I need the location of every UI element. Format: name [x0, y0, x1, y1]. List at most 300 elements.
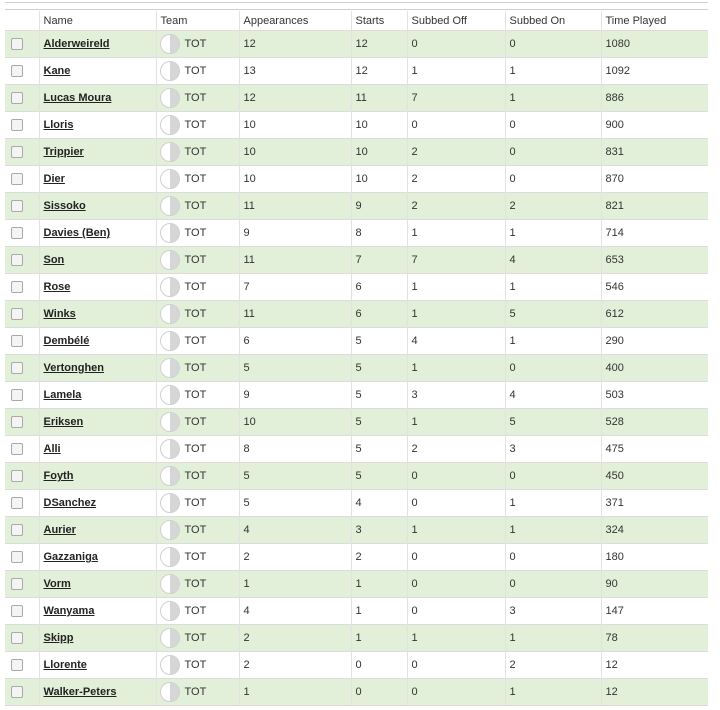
row-select-checkbox[interactable]	[11, 173, 23, 185]
cell-starts: 5	[351, 355, 407, 382]
table-row	[5, 598, 708, 625]
cell-appearances: 11	[239, 247, 351, 274]
cell-appearances: 7	[239, 274, 351, 301]
cell-team	[156, 544, 239, 571]
cell-time-played: 180	[601, 544, 708, 571]
table-row	[5, 436, 708, 463]
cell-team	[156, 139, 239, 166]
table-row	[5, 463, 708, 490]
table-row	[5, 139, 708, 166]
cell-subbed-off: 0	[407, 463, 505, 490]
cell-subbed-on: 4	[505, 382, 601, 409]
player-name-link[interactable]: Winks	[43, 308, 76, 320]
team-code: TOT	[184, 443, 207, 455]
player-name-link[interactable]: Sissoko	[43, 200, 86, 212]
cell-subbed-off: 1	[407, 58, 505, 85]
cell-subbed-on: 3	[505, 598, 601, 625]
cell-select	[5, 679, 39, 706]
column-header-select	[5, 11, 39, 31]
row-select-checkbox[interactable]	[11, 146, 23, 158]
player-name-link[interactable]: Vertonghen	[43, 362, 105, 374]
table-row	[5, 166, 708, 193]
player-name-link[interactable]: Walker-Peters	[43, 686, 117, 698]
cell-subbed-on: 1	[505, 85, 601, 112]
column-header-subbed-off[interactable]: Subbed Off	[407, 11, 505, 31]
row-select-checkbox[interactable]	[11, 362, 23, 374]
row-select-checkbox[interactable]	[11, 524, 23, 536]
player-name-link[interactable]: Dembélé	[43, 335, 90, 347]
cell-subbed-off: 0	[407, 544, 505, 571]
column-header-time-played[interactable]: Time Played	[605, 14, 667, 27]
cell-name	[39, 436, 156, 463]
cell-time-played: 900	[601, 112, 708, 139]
cell-team	[156, 220, 239, 247]
row-select-checkbox[interactable]	[11, 200, 23, 212]
cell-select	[5, 355, 39, 382]
team-code: TOT	[184, 551, 207, 563]
player-name-link[interactable]: Lamela	[43, 389, 82, 401]
player-name-link[interactable]: Lloris	[43, 119, 74, 131]
table-row	[5, 679, 708, 706]
cell-team	[156, 652, 239, 679]
club-crest-icon	[160, 628, 180, 648]
club-crest-icon	[160, 88, 180, 108]
cell-starts: 12	[351, 58, 407, 85]
cell-subbed-on: 0	[505, 166, 601, 193]
cell-subbed-on: 2	[505, 193, 601, 220]
team-code: TOT	[184, 281, 207, 293]
cell-team	[156, 571, 239, 598]
club-crest-icon	[160, 574, 180, 594]
cell-subbed-off: 7	[407, 247, 505, 274]
cell-name	[39, 31, 156, 58]
cell-team	[156, 382, 239, 409]
cell-subbed-off: 2	[407, 436, 505, 463]
table-row	[5, 544, 708, 571]
team-code: TOT	[184, 470, 207, 482]
cell-subbed-on: 0	[505, 544, 601, 571]
row-select-checkbox[interactable]	[11, 389, 23, 401]
cell-subbed-on: 1	[505, 490, 601, 517]
cell-team	[156, 436, 239, 463]
team-code: TOT	[184, 92, 207, 104]
cell-team	[156, 598, 239, 625]
cell-subbed-on: 0	[505, 112, 601, 139]
cell-starts: 6	[351, 301, 407, 328]
player-stats-table	[5, 11, 708, 706]
row-select-checkbox[interactable]	[11, 65, 23, 77]
cell-time-played: 821	[601, 193, 708, 220]
club-crest-icon	[160, 655, 180, 675]
cell-select	[5, 193, 39, 220]
cell-subbed-off: 0	[407, 112, 505, 139]
player-name-link[interactable]: DSanchez	[43, 497, 97, 509]
cell-subbed-on: 0	[505, 31, 601, 58]
club-crest-icon	[160, 223, 180, 243]
club-crest-icon	[160, 682, 180, 702]
row-select-checkbox[interactable]	[11, 551, 23, 563]
row-select-checkbox[interactable]	[11, 497, 23, 509]
cell-appearances: 12	[239, 31, 351, 58]
cell-team	[156, 31, 239, 58]
player-name-link[interactable]: Kane	[43, 65, 71, 77]
team-code: TOT	[184, 200, 207, 212]
table-row	[5, 58, 708, 85]
cell-appearances: 1	[239, 679, 351, 706]
club-crest-icon	[160, 142, 180, 162]
club-crest-icon	[160, 115, 180, 135]
cell-name	[39, 463, 156, 490]
player-name-link[interactable]: Davies (Ben)	[43, 227, 111, 239]
team-code: TOT	[184, 227, 207, 239]
cell-starts: 5	[351, 409, 407, 436]
table-row	[5, 490, 708, 517]
cell-team	[156, 247, 239, 274]
cell-name	[39, 328, 156, 355]
cell-team	[156, 625, 239, 652]
cell-team	[156, 463, 239, 490]
cell-appearances: 10	[239, 112, 351, 139]
cell-starts: 0	[351, 652, 407, 679]
cell-subbed-on: 1	[505, 274, 601, 301]
cell-select	[5, 625, 39, 652]
cell-time-played: 78	[601, 625, 708, 652]
cell-subbed-off: 3	[407, 382, 505, 409]
cell-time-played: 714	[601, 220, 708, 247]
player-name-link[interactable]: Son	[43, 254, 65, 266]
cell-select	[5, 31, 39, 58]
team-code: TOT	[184, 686, 207, 698]
row-select-checkbox[interactable]	[11, 38, 23, 50]
table-row	[5, 517, 708, 544]
cell-starts: 6	[351, 274, 407, 301]
row-select-checkbox[interactable]	[11, 686, 23, 698]
player-name-link[interactable]: Llorente	[43, 659, 87, 671]
player-name-link[interactable]: Trippier	[43, 146, 84, 158]
player-name-link[interactable]: Alli	[43, 443, 61, 455]
cell-subbed-off: 1	[407, 274, 505, 301]
cell-subbed-off: 7	[407, 85, 505, 112]
cell-subbed-off: 0	[407, 652, 505, 679]
table-row	[5, 301, 708, 328]
row-select-checkbox[interactable]	[11, 92, 23, 104]
team-code: TOT	[184, 389, 207, 401]
cell-name	[39, 220, 156, 247]
cell-starts: 1	[351, 625, 407, 652]
cell-appearances: 10	[239, 409, 351, 436]
cell-select	[5, 220, 39, 247]
row-select-checkbox[interactable]	[11, 632, 23, 644]
cell-select	[5, 409, 39, 436]
team-code: TOT	[184, 632, 207, 644]
cell-starts: 3	[351, 517, 407, 544]
cell-team	[156, 58, 239, 85]
player-name-link[interactable]: Aurier	[43, 524, 76, 536]
cell-select	[5, 139, 39, 166]
team-code: TOT	[184, 38, 207, 50]
club-crest-icon	[160, 169, 180, 189]
cell-subbed-on: 1	[505, 679, 601, 706]
row-select-checkbox[interactable]	[11, 578, 23, 590]
cell-subbed-off: 2	[407, 139, 505, 166]
cell-select	[5, 301, 39, 328]
column-header-team[interactable]: Team	[156, 11, 239, 31]
table-header-row	[5, 11, 708, 31]
cell-subbed-off: 0	[407, 571, 505, 598]
cell-time-played: 147	[601, 598, 708, 625]
cell-subbed-on: 0	[505, 139, 601, 166]
cell-appearances: 4	[239, 517, 351, 544]
cell-time-played: 12	[601, 679, 708, 706]
cell-time-played: 831	[601, 139, 708, 166]
club-crest-icon	[160, 277, 180, 297]
row-select-checkbox[interactable]	[11, 335, 23, 347]
player-name-link[interactable]: Foyth	[43, 470, 74, 482]
player-name-link[interactable]: Dier	[43, 173, 65, 185]
column-header-name[interactable]: Name	[39, 11, 156, 31]
team-code: TOT	[184, 254, 207, 266]
cell-name	[39, 247, 156, 274]
cell-starts: 1	[351, 598, 407, 625]
team-code: TOT	[184, 65, 207, 77]
table-row	[5, 247, 708, 274]
club-crest-icon	[160, 547, 180, 567]
table-row	[5, 31, 708, 58]
club-crest-icon	[160, 196, 180, 216]
cell-time-played: 371	[601, 490, 708, 517]
player-name-link[interactable]: Wanyama	[43, 605, 95, 617]
cell-select	[5, 463, 39, 490]
cell-subbed-on: 1	[505, 625, 601, 652]
cell-subbed-off: 2	[407, 166, 505, 193]
club-crest-icon	[160, 493, 180, 513]
cell-starts: 5	[351, 382, 407, 409]
row-select-checkbox[interactable]	[11, 443, 23, 455]
cell-team	[156, 112, 239, 139]
team-code: TOT	[184, 605, 207, 617]
team-code: TOT	[184, 524, 207, 536]
cell-name	[39, 193, 156, 220]
cell-name	[39, 544, 156, 571]
cell-subbed-on: 0	[505, 571, 601, 598]
cell-starts: 10	[351, 166, 407, 193]
cell-name	[39, 382, 156, 409]
row-select-checkbox[interactable]	[11, 308, 23, 320]
cell-starts: 2	[351, 544, 407, 571]
cell-subbed-on: 5	[505, 301, 601, 328]
team-code: TOT	[184, 119, 207, 131]
row-select-checkbox[interactable]	[11, 119, 23, 131]
cell-time-played: 400	[601, 355, 708, 382]
cell-starts: 12	[351, 31, 407, 58]
table-row	[5, 193, 708, 220]
cell-time-played: 870	[601, 166, 708, 193]
player-name-link[interactable]: Eriksen	[43, 416, 84, 428]
cell-name	[39, 112, 156, 139]
cell-subbed-on: 4	[505, 247, 601, 274]
cell-appearances: 1	[239, 571, 351, 598]
cell-starts: 4	[351, 490, 407, 517]
cell-time-played: 1080	[601, 31, 708, 58]
cell-starts: 8	[351, 220, 407, 247]
cell-appearances: 10	[239, 166, 351, 193]
cell-time-played: 612	[601, 301, 708, 328]
player-name-link[interactable]: Gazzaniga	[43, 551, 98, 563]
top-divider	[5, 2, 708, 3]
cell-name	[39, 490, 156, 517]
club-crest-icon	[160, 601, 180, 621]
row-select-checkbox[interactable]	[11, 605, 23, 617]
header-divider	[5, 9, 708, 10]
cell-subbed-off: 1	[407, 355, 505, 382]
cell-team	[156, 85, 239, 112]
table-row	[5, 652, 708, 679]
cell-starts: 10	[351, 139, 407, 166]
cell-appearances: 2	[239, 652, 351, 679]
cell-subbed-off: 0	[407, 679, 505, 706]
cell-subbed-off: 1	[407, 301, 505, 328]
table-row	[5, 220, 708, 247]
cell-appearances: 2	[239, 544, 351, 571]
cell-starts: 1	[351, 571, 407, 598]
cell-team	[156, 679, 239, 706]
cell-time-played: 450	[601, 463, 708, 490]
column-header-subbed-on[interactable]: Subbed On	[505, 11, 601, 31]
cell-appearances: 12	[239, 85, 351, 112]
cell-starts: 7	[351, 247, 407, 274]
table-row	[5, 409, 708, 436]
row-select-checkbox[interactable]	[11, 254, 23, 266]
cell-appearances: 8	[239, 436, 351, 463]
cell-subbed-off: 2	[407, 193, 505, 220]
cell-subbed-on: 1	[505, 517, 601, 544]
cell-team	[156, 490, 239, 517]
cell-subbed-on: 2	[505, 652, 601, 679]
cell-starts: 5	[351, 463, 407, 490]
cell-subbed-on: 0	[505, 463, 601, 490]
cell-subbed-off: 0	[407, 598, 505, 625]
cell-name	[39, 166, 156, 193]
cell-select	[5, 85, 39, 112]
cell-name	[39, 58, 156, 85]
cell-select	[5, 382, 39, 409]
cell-time-played: 653	[601, 247, 708, 274]
cell-starts: 10	[351, 112, 407, 139]
cell-subbed-on: 3	[505, 436, 601, 463]
cell-select	[5, 247, 39, 274]
column-header-starts[interactable]: Starts	[351, 11, 407, 31]
cell-name	[39, 355, 156, 382]
player-name-link[interactable]: Lucas Moura	[43, 92, 112, 104]
cell-team	[156, 409, 239, 436]
cell-appearances: 2	[239, 625, 351, 652]
cell-time-played: 546	[601, 274, 708, 301]
cell-select	[5, 436, 39, 463]
row-select-checkbox[interactable]	[11, 470, 23, 482]
cell-appearances: 10	[239, 139, 351, 166]
table-row	[5, 625, 708, 652]
club-crest-icon	[160, 466, 180, 486]
cell-select	[5, 544, 39, 571]
club-crest-icon	[160, 61, 180, 81]
cell-appearances: 5	[239, 490, 351, 517]
cell-team	[156, 517, 239, 544]
cell-name	[39, 625, 156, 652]
cell-subbed-off: 0	[407, 31, 505, 58]
row-select-checkbox[interactable]	[11, 416, 23, 428]
cell-time-played: 1092	[601, 58, 708, 85]
cell-team	[156, 328, 239, 355]
player-name-link[interactable]: Skipp	[43, 632, 74, 644]
cell-select	[5, 58, 39, 85]
cell-appearances: 11	[239, 301, 351, 328]
cell-subbed-off: 1	[407, 517, 505, 544]
cell-team	[156, 166, 239, 193]
team-code: TOT	[184, 578, 207, 590]
cell-appearances: 4	[239, 598, 351, 625]
cell-subbed-off: 1	[407, 409, 505, 436]
cell-name	[39, 679, 156, 706]
cell-name	[39, 301, 156, 328]
cell-subbed-off: 0	[407, 490, 505, 517]
cell-select	[5, 274, 39, 301]
team-code: TOT	[184, 146, 207, 158]
cell-appearances: 9	[239, 382, 351, 409]
club-crest-icon	[160, 34, 180, 54]
club-crest-icon	[160, 412, 180, 432]
cell-select	[5, 328, 39, 355]
cell-select	[5, 112, 39, 139]
row-select-checkbox[interactable]	[11, 227, 23, 239]
team-code: TOT	[184, 308, 207, 320]
table-row	[5, 112, 708, 139]
cell-subbed-on: 5	[505, 409, 601, 436]
player-name-link[interactable]: Alderweireld	[43, 38, 110, 50]
table-row	[5, 355, 708, 382]
cell-subbed-on: 0	[505, 355, 601, 382]
team-code: TOT	[184, 173, 207, 185]
player-name-link[interactable]: Rose	[43, 281, 71, 293]
cell-team	[156, 301, 239, 328]
cell-time-played: 290	[601, 328, 708, 355]
team-code: TOT	[184, 497, 207, 509]
club-crest-icon	[160, 358, 180, 378]
cell-appearances: 13	[239, 58, 351, 85]
table-row	[5, 85, 708, 112]
player-name-link[interactable]: Vorm	[43, 578, 71, 590]
club-crest-icon	[160, 331, 180, 351]
cell-name	[39, 85, 156, 112]
cell-name	[39, 517, 156, 544]
cell-select	[5, 517, 39, 544]
table-row	[5, 274, 708, 301]
cell-appearances: 9	[239, 220, 351, 247]
cell-subbed-off: 4	[407, 328, 505, 355]
row-select-checkbox[interactable]	[11, 281, 23, 293]
cell-select	[5, 490, 39, 517]
cell-name	[39, 139, 156, 166]
cell-time-played: 475	[601, 436, 708, 463]
table-row	[5, 382, 708, 409]
cell-appearances: 6	[239, 328, 351, 355]
cell-select	[5, 598, 39, 625]
club-crest-icon	[160, 520, 180, 540]
column-header-appearances[interactable]: Appearances	[239, 11, 351, 31]
cell-name	[39, 598, 156, 625]
club-crest-icon	[160, 439, 180, 459]
row-select-checkbox[interactable]	[11, 659, 23, 671]
cell-team	[156, 274, 239, 301]
